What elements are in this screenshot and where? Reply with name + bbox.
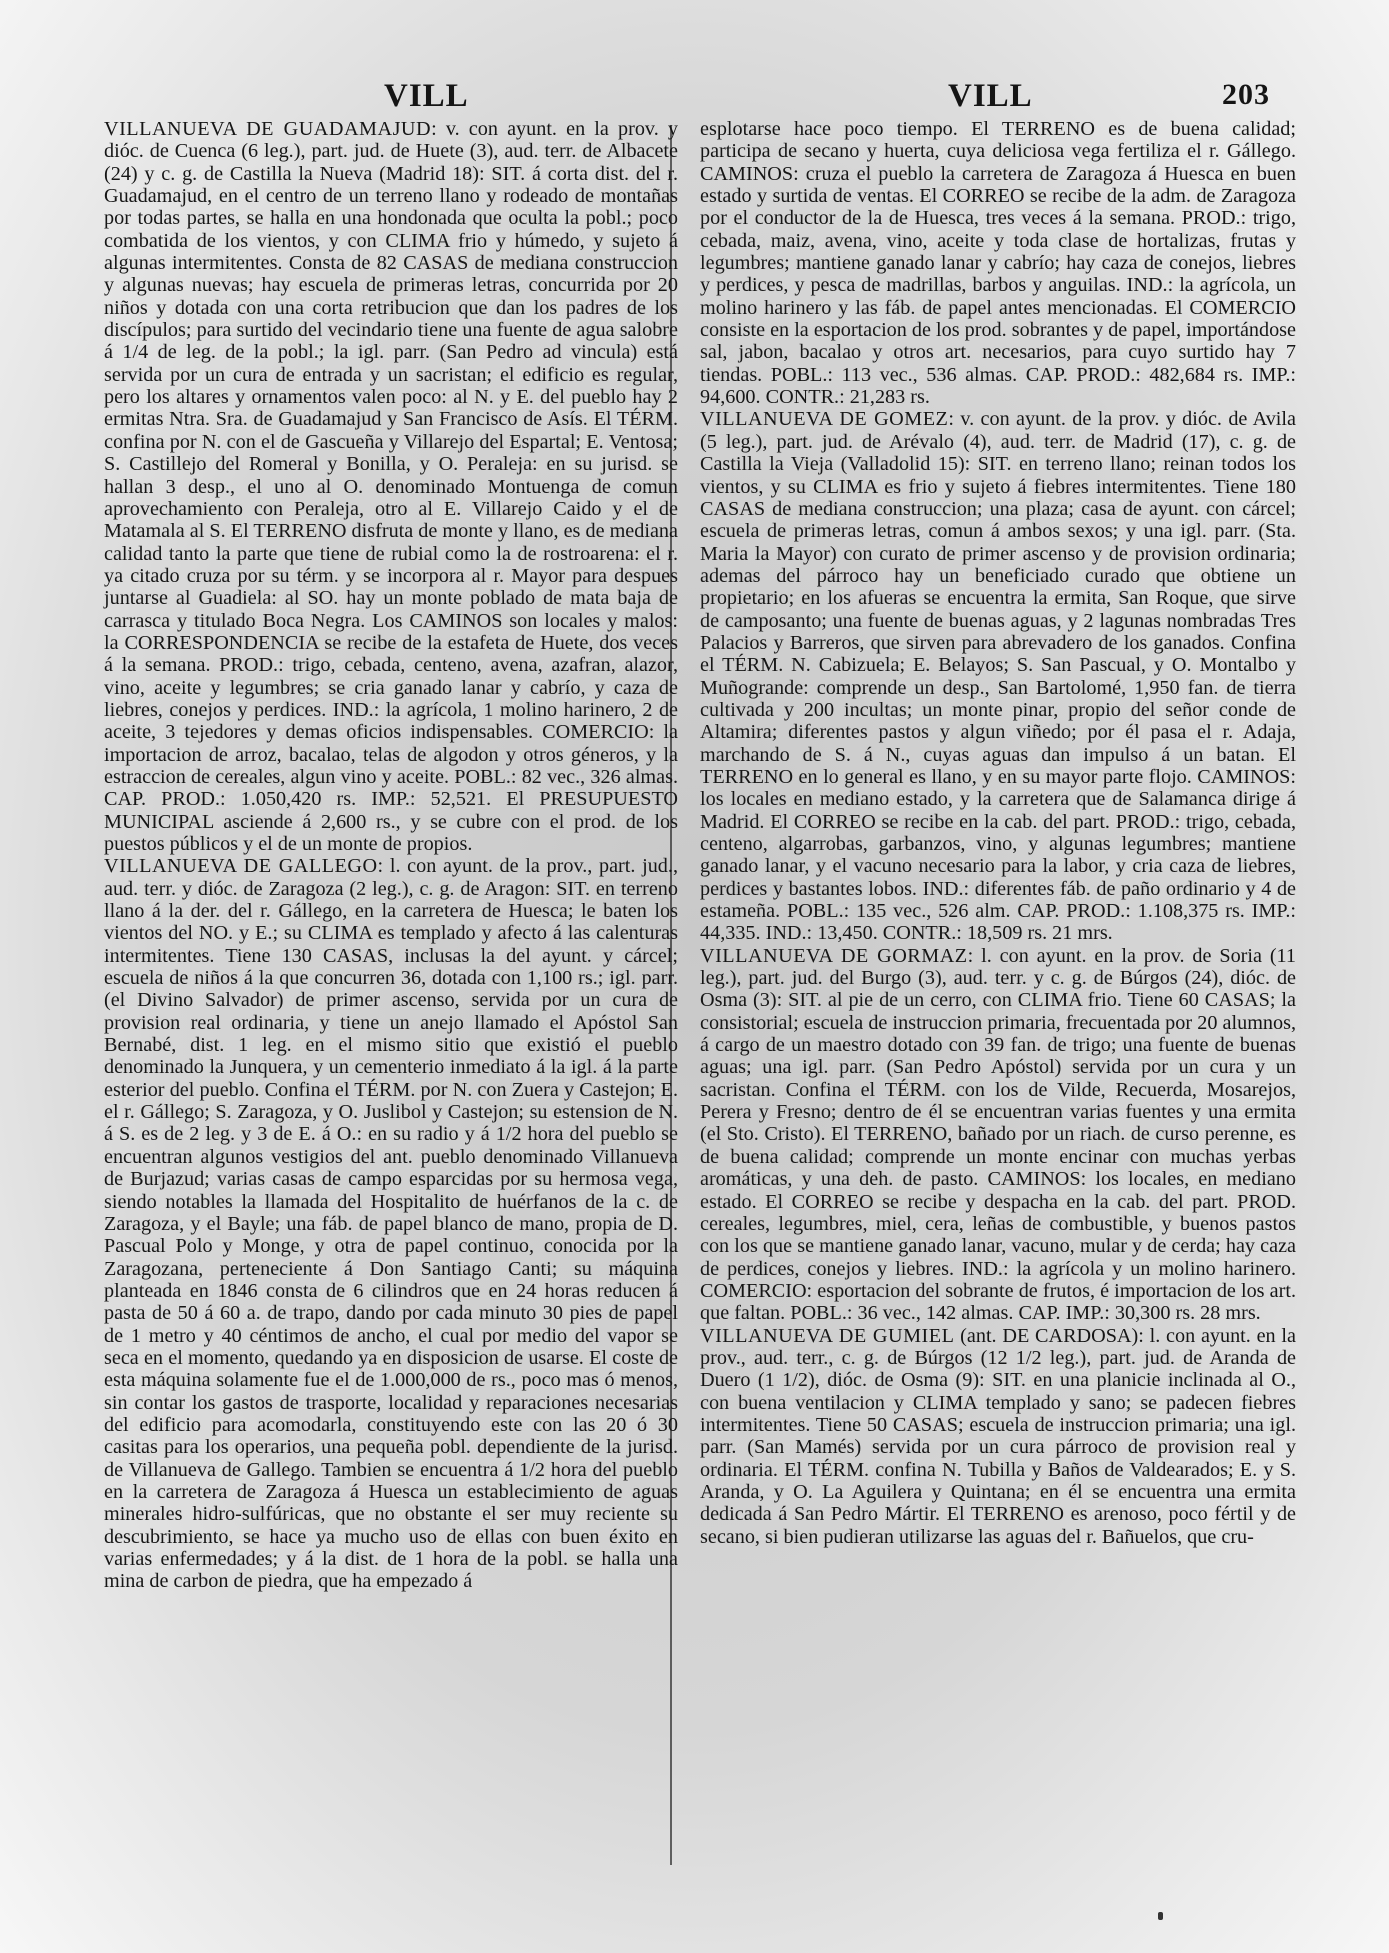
page-number: 203 (1222, 78, 1270, 111)
dictionary-entry-continued (700, 118, 1296, 408)
entry-heading: VILLANUEVA DE GALLEGO (104, 855, 378, 878)
left-column (104, 118, 678, 1593)
entry-text: : l. con ayunt. de la prov., part. jud., aud. terr. y dióc. de Zaragoza (2 leg.), c. g. de Aragon: SIT. en terreno llano á la der. del r. Gállego, en la carretera de Huesca; le baten los vientos del NO. y E.; su CLIMA es templado y afecto á las calenturas intermitentes. Tiene 130 CASAS, inclusas la del ayunt. y cárcel; escuela de niños á la que concurren 36, dotada con 1,100 rs.; igl. parr. (el Divino Salvador) de primer ascenso, servida por un cura de provision real ordinaria, y tiene un anejo llamado el Apóstol San Bernabé, dist. 1 leg. en el mismo sitio que existió el pueblo denominado la Junquera, y un cementerio inmediato á la igl. á la parte esterior del pueblo. Confina el TÉRM. por N. con Zuera y Castejon; E. el r. Gállego; S. Zaragoza, y O. Juslibol y Castejon; su estension de N. á S. es de 2 leg. y 3 de E. á O.: en su radio y á 1/2 hora del pueblo se encuentran algunos vestigios del ant. pueblo denominado Villanueva de Burjazud; varias casas de campo esparcidas por su hermosa vega, siendo notables la llamada del Hospitalito de huérfanos de la c. de Zaragoza, y el Bayle; una fáb. de papel blanco de mano, propia de D. Pascual Polo y Monge, y otra de papel continuo, conocida por la Zaragozana, perteneciente á Don Santiago Canti; su máquina planteada en 1846 consta de 6 cilindros que en 24 horas reducen á pasta de 50 á 60 a. de trapo, dando por cada minuto 30 pies de papel de 1 metro y 40 céntimos de ancho, el cual por medio del vapor se seca en el momento, quedando ya en disposicion de usarse. El coste de esta máquina solamente fue el de 1.000,000 de rs., poco mas ó menos, sin contar los gastos de trasporte, localidad y reparaciones necesarias del edificio para acomodarla, constituyendo este con las 20 ó 30 casitas para los operarios, una pequeña pobl. dependiente de la jurisd. de Villanueva de Gallego. Tambien se encuentra á 1/2 hora del pueblo en la carretera de Zaragoza á Huesca un establecimiento de aguas minerales hidro-sulfúricas, que no obstante el ser muy reciente su descubrimiento, se hace ya mucho uso de ellas con buen éxito en varias enfermedades; y á la dist. de 1 hora de la pobl. se halla una mina de carbon de piedra, que ha empezado á (104, 855, 678, 1593)
entry-heading: VILLANUEVA DE GUMIEL (700, 1324, 955, 1347)
dictionary-entry (700, 1325, 1296, 1548)
dictionary-entry (104, 855, 678, 1592)
running-head-left: VILL (384, 78, 469, 114)
dictionary-entry (700, 408, 1296, 944)
entry-text: : v. con ayunt. de la prov. y dióc. de Avila (5 leg.), part. jud. de Arévalo (4), aud. terr. de Madrid (17), c. g. de Castilla la Vieja (Valladolid 15): SIT. en terreno llano; reinan todos los vientos, y su CLIMA es frio y sujeto á fiebres intermitentes. Tiene 180 CASAS de mediana construccion; una plaza; casa de ayunt. con cárcel; escuela de primeras letras, comun á ambos sexos; y una igl. parr. (Sta. Maria la Mayor) con curato de primer ascenso y de provision ordinaria; ademas del párroco hay un beneficiado curado que obtiene un propietario; en los afueras se encuentra la ermita, San Roque, que sirve de camposanto; una fuente de buenas aguas, y 2 lagunas nombradas Tres Palacios y Barreros, que sirven para abrevadero de los ganados. Confina el TÉRM. N. Cabizuela; E. Belayos; S. San Pascual, y O. Montalbo y Muñogrande: comprende un desp., San Bartolomé, 1,950 fan. de tierra cultivada y 200 incultas; un monte pinar, propio del señor conde de Altamira; diferentes pastos y algun viñedo; por él pasa el r. Adaja, marchando de S. á N., cuyas aguas dan impulso á un batan. El TERRENO en lo general es llano, y en su mayor parte flojo. CAMINOS: los locales en mediano estado, y la carretera que de Salamanca dirige á Madrid. El CORREO se recibe en la cab. del part. PROD.: trigo, cebada, centeno, algarrobas, garbanzos, vino, y algunas legumbres; mantiene ganado lanar, y el vacuno necesario para la labor, y cria caza de liebres, perdices y bastantes lobos. IND.: diferentes fáb. de paño ordinario y 4 de estameña. POBL.: 135 vec., 526 alm. CAP. PROD.: 1.108,375 rs. IMP.: 44,335. IND.: 13,450. CONTR.: 18,509 rs. 21 mrs. (700, 408, 1296, 945)
entry-text: esplotarse hace poco tiempo. El TERRENO es de buena calidad; participa de secano y huerta, cuya deliciosa vega fertiliza el r. Gállego. CAMINOS: cruza el pueblo la carretera de Zaragoza á Huesca en buen estado y surtida de ventas. El CORREO se recibe de la adm. de Zaragoza por el conductor de la de Huesca, tres veces á la semana. PROD.: trigo, cebada, maiz, avena, vino, aceite y toda clase de hortalizas, frutas y legumbres; mantiene ganado lanar y cabrío; hay caza de conejos, liebres y perdices, y pesca de madrillas, barbos y anguilas. IND.: la agrícola, un molino harinero y las fáb. de papel antes mencionadas. El COMERCIO consiste en la esportacion de los prod. sobrantes y de papel, importándose sal, jabon, bacalao y otros art. necesarios, para cuyo surtido hay 7 tiendas. POBL.: 113 vec., 536 almas. CAP. PROD.: 482,684 rs. IMP.: 94,600. CONTR.: 21,283 rs. (700, 118, 1296, 409)
dictionary-entry (700, 945, 1296, 1325)
entry-text: : v. con ayunt. en la prov. y dióc. de Cuenca (6 leg.), part. jud. de Huete (3), aud. terr. de Albacete (24) y c. g. de Castilla la Nueva (Madrid 18): SIT. á corta dist. del r. Guadamajud, en el centro de un terreno llano y rodeado de montañas por todas partes, se halla en una hondonada que oculta la pobl.; poco combatida de los vientos, y con CLIMA frio y húmedo, y sujeto á algunas intermitentes. Consta de 82 CASAS de mediana construccion y algunas nuevas; hay escuela de primeras letras, concurrida por 20 niños y dotada con una corta retribucion que dan los padres de los discípulos; para surtido del vecindario tiene una fuente de agua salobre á 1/4 de leg. de la pobl.; la igl. parr. (San Pedro ad vincula) está servida por un cura de entrada y un sacristan; el edificio es regular, pero los altares y ornamentos valen poco: al N. y E. del pueblo hay 2 ermitas Ntra. Sra. de Guadamajud y San Francisco de Asís. El TÉRM. confina por N. con el de Gascueña y Villarejo del Espartal; E. Ventosa; S. Castillejo del Romeral y Bonilla, y O. Peraleja: en su jurisd. se hallan 3 desp., el uno al O. denominado Montuenga de comun aprovechamiento con Peraleja, otro al E. Villarejo Caido y el de Matamala al S. El TERRENO disfruta de monte y llano, es de mediana calidad tanto la parte que tiene de rubial como la de rostroarena: el r. ya citado cruza por su térm. y se incorpora al r. Mayor para despues juntarse al Guadiela: al SO. hay un monte poblado de mata baja de carrasca y titulado Boca Negra. Los CAMINOS son locales y malos: la CORRESPONDENCIA se recibe de la estafeta de Huete, dos veces á la semana. PROD.: trigo, cebada, centeno, avena, azafran, alazor, vino, aceite y legumbres; se cria ganado lanar y cabrío, y caza de liebres, conejos y perdices. IND.: la agrícola, 1 molino harinero, 2 de aceite, 3 tejedores y demas oficios indispensables. COMERCIO: la importacion de arroz, bacalao, telas de algodon y otros géneros, y la estraccion de cereales, algun vino y aceite. POBL.: 82 vec., 326 almas. CAP. PROD.: 1.050,420 rs. IMP.: 52,521. El PRESUPUESTO MUNICIPAL asciende á 2,600 rs., y se cubre con el prod. de los puestos públicos y el de un monte de propios. (104, 118, 678, 855)
entry-heading: VILLANUEVA DE GORMAZ (700, 944, 968, 967)
entry-text: : l. con ayunt. en la prov. de Soria (11 leg.), part. jud. del Burgo (3), aud. terr. y c. g. de Búrgos (24), dióc. de Osma (3): SIT. al pie de un cerro, con CLIMA frio. Tiene 60 CASAS; la consistorial; escuela de instruccion primaria, frecuentada por 20 alumnos, á cargo de un maestro dotado con 39 fan. de trigo; una fuente de buenas aguas; una igl. parr. (San Pedro Apóstol) servida por un cura y un sacristan. Confina el TÉRM. con los de Vilde, Recuerda, Mosarejos, Perera y Fresno; dentro de él se encuentran varias fuentes y una ermita (el Sto. Cristo). El TERRENO, bañado por un riach. de curso perenne, es de buena calidad; comprende un monte encinar con muchas yerbas aromáticas, y una deh. de pasto. CAMINOS: los locales, en mediano estado. El CORREO se recibe y despacha en la cab. del part. PROD. cereales, legumbres, miel, cera, leñas de combustible, y buenos pastos con los que se mantiene ganado lanar, vacuno, mular y de cerda; hay caza de perdices, conejos y liebres. IND.: la agrícola y un molino harinero. COMERCIO: esportacion del sobrante de frutos, é importacion de los art. que faltan. POBL.: 36 vec., 142 almas. CAP. IMP.: 30,300 rs. 28 mrs. (700, 944, 1296, 1325)
right-column (700, 118, 1296, 1548)
entry-text: (ant. DE CARDOSA): l. con ayunt. en la prov., aud. terr., c. g. de Búrgos (12 1/2 leg.), part. jud. de Aranda de Duero (1 1/2), dióc. de Osma (9): SIT. en una planicie inclinada al O., con buena ventilacion y CLIMA templado y sano; se padecen fiebres intermitentes. Tiene 50 CASAS; escuela de instruccion primaria; una igl. parr. (San Mamés) servida por un cura párroco de provision real y ordinaria. El TÉRM. confina N. Tubilla y Baños de Valdearados; E. y S. Aranda, y O. La Aguilera y Quintana; en él se encuentra una ermita dedicada á San Pedro Mártir. El TERRENO es arenoso, poco fértil y de secano, si bien pudieran utilizarse las aguas del r. Bañuelos, que cru- (700, 1324, 1296, 1548)
ink-speck (1158, 1912, 1163, 1920)
entry-heading: VILLANUEVA DE GOMEZ (700, 408, 949, 431)
running-head-right: VILL (948, 78, 1033, 114)
entry-heading: VILLANUEVA DE GUADAMAJUD (104, 118, 432, 140)
dictionary-entry (104, 118, 678, 855)
